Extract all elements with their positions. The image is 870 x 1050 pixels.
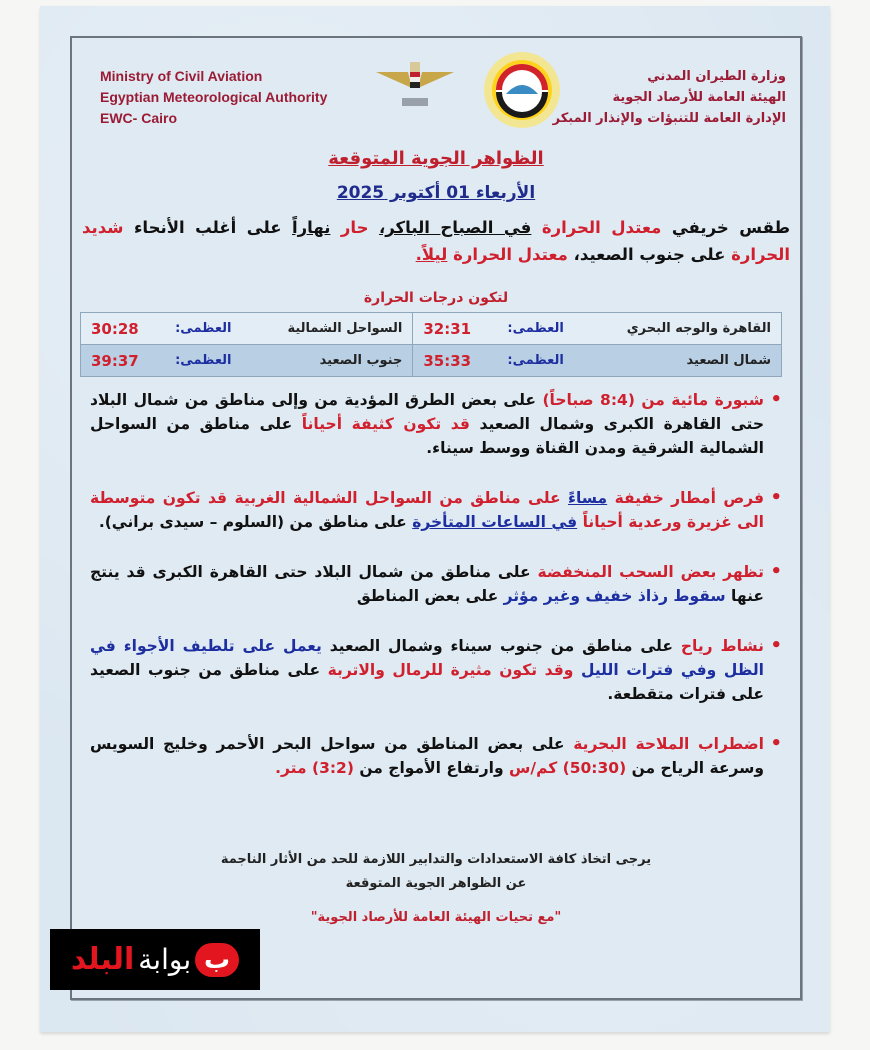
intro-highlight: ليلاً. bbox=[415, 245, 448, 264]
region-name: السواحل الشمالية bbox=[245, 313, 413, 345]
document-frame bbox=[70, 36, 802, 1000]
intro-text: على أغلب الأنحاء bbox=[133, 218, 282, 237]
bullet-highlight: في الساعات المتأخرة bbox=[412, 513, 578, 531]
egypt-eagle-emblem-icon bbox=[374, 58, 456, 118]
intro-highlight: معتدل الحرارة bbox=[541, 218, 662, 237]
forecast-date: الأربعاء 01 أكتوبر 2025 bbox=[336, 183, 536, 203]
max-label: العظمى: bbox=[165, 313, 245, 345]
temperature-table bbox=[80, 312, 782, 377]
header-english bbox=[100, 66, 327, 129]
header-ar-line: الإدارة العامة للتنبؤات والإنذار المبكر bbox=[552, 111, 786, 126]
brand-word: البلد bbox=[70, 942, 135, 977]
bullet-highlight: سقوط رذاذ خفيف وغير مؤثر bbox=[503, 587, 726, 605]
bullet-text: على مناطق من (السلوم – سيدى براني). bbox=[98, 513, 407, 531]
header-ar-line: الهيئة العامة للأرصاد الجوية bbox=[612, 90, 786, 105]
bullet-highlight: وقد تكون مثيرة للرمال والاتربة bbox=[327, 661, 574, 679]
bullet-highlight: نشاط رياح bbox=[680, 637, 764, 655]
table-row bbox=[81, 345, 782, 377]
bullet-highlight: تظهر بعض السحب المنخفضة bbox=[537, 563, 764, 581]
region-name: شمال الصعيد bbox=[577, 345, 781, 377]
document-title: الظواهر الجوية المتوقعة bbox=[328, 148, 544, 169]
document-page bbox=[40, 6, 830, 1032]
footer-line: عن الظواهر الجوية المتوقعة bbox=[345, 876, 527, 891]
bullet-text: على مناطق من شمال البلاد حتى القاهرة الكبرى قد ينتج عنها bbox=[90, 563, 764, 605]
bullet-highlight: اضطراب الملاحة البحرية bbox=[573, 735, 764, 753]
sada-elbalad-logo bbox=[50, 929, 260, 990]
header-en-line: Egyptian Meteorological Authority bbox=[100, 89, 328, 105]
header-en-line: EWC- Cairo bbox=[100, 110, 177, 126]
table-row bbox=[81, 313, 782, 345]
region-name: القاهرة والوجه البحري bbox=[577, 313, 781, 345]
intro-text: طقس خريفي bbox=[671, 218, 791, 237]
intro-paragraph bbox=[82, 214, 790, 268]
max-label: العظمى: bbox=[497, 345, 577, 377]
list-item bbox=[90, 560, 786, 608]
intro-text: في الصباح الباكر، bbox=[379, 218, 532, 237]
region-name: جنوب الصعيد bbox=[245, 345, 413, 377]
temp-value: 30:28 bbox=[81, 313, 166, 345]
bullet-highlight: على مناطق من السواحل الشمالية الغربية قد تكون متوسطة الى غزيرة ورعدية أحياناً bbox=[90, 489, 764, 531]
bullet-highlight: (50:30) كم/س bbox=[509, 759, 627, 777]
temp-value: 32:31 bbox=[413, 313, 498, 345]
brand-word: بوابة bbox=[138, 943, 192, 976]
bullet-highlight: شبورة مائية من (8:4 صباحاً) bbox=[542, 391, 764, 409]
brand-icon: ب bbox=[195, 943, 239, 977]
intro-text: نهاراً bbox=[291, 218, 331, 237]
bullet-text: على مناطق من جنوب الصعيد على فترات متقطعة. bbox=[90, 661, 764, 703]
meteorological-authority-logo-icon bbox=[482, 50, 562, 130]
intro-highlight: حار bbox=[340, 218, 369, 237]
list-item bbox=[90, 486, 786, 534]
list-item bbox=[90, 732, 786, 780]
bullet-text: على بعض المناطق من سواحل البحر الأحمر وخليج السويس وسرعة الرياح من bbox=[90, 735, 764, 777]
bullet-text: وارتفاع الأمواج من bbox=[359, 759, 504, 777]
footer-note bbox=[72, 848, 800, 930]
footer-line: يرجى اتخاذ كافة الاستعدادات والتدابير اللازمة للحد من الأثار الناجمة bbox=[220, 852, 652, 867]
intro-highlight: شديد الحرارة bbox=[82, 218, 790, 264]
temp-value: 39:37 bbox=[81, 345, 166, 377]
intro-highlight: معتدل الحرارة bbox=[453, 245, 568, 264]
header-arabic bbox=[553, 66, 786, 129]
bullet-highlight: قد تكون كثيفة أحياناً bbox=[301, 415, 470, 433]
list-item bbox=[90, 388, 786, 460]
max-label: العظمى: bbox=[165, 345, 245, 377]
header-en-line: Ministry of Civil Aviation bbox=[100, 68, 263, 84]
bullet-highlight: فرص أمطار خفيفة bbox=[614, 489, 764, 507]
max-label: العظمى: bbox=[497, 313, 577, 345]
list-item bbox=[90, 634, 786, 706]
phenomena-list bbox=[90, 388, 786, 806]
intro-text: على جنوب الصعيد، bbox=[573, 245, 726, 264]
bullet-text: على بعض الطرق المؤدية من وإلى مناطق من شمال البلاد حتى القاهرة الكبرى وشمال الصعيد bbox=[90, 391, 764, 433]
bullet-text: على مناطق من جنوب سيناء وشمال الصعيد bbox=[329, 637, 673, 655]
bullet-text: على مناطق من السواحل الشمالية الشرقية ومدن القناة ووسط سيناء. bbox=[90, 415, 764, 457]
temp-value: 35:33 bbox=[413, 345, 498, 377]
bullet-highlight: يعمل على تلطيف الأجواء في الظل وفي فترات الليل bbox=[90, 637, 764, 679]
bullet-highlight: (3:2) متر. bbox=[275, 759, 354, 777]
header-ar-line: وزارة الطيران المدني bbox=[647, 69, 786, 84]
footer-greeting: "مع تحيات الهيئة العامة للأرصاد الجوية" bbox=[310, 910, 562, 925]
bullet-text: على بعض المناطق bbox=[356, 587, 499, 605]
bullet-highlight: مساءً bbox=[568, 489, 608, 507]
temperature-caption: لتكون درجات الحرارة bbox=[363, 290, 509, 306]
